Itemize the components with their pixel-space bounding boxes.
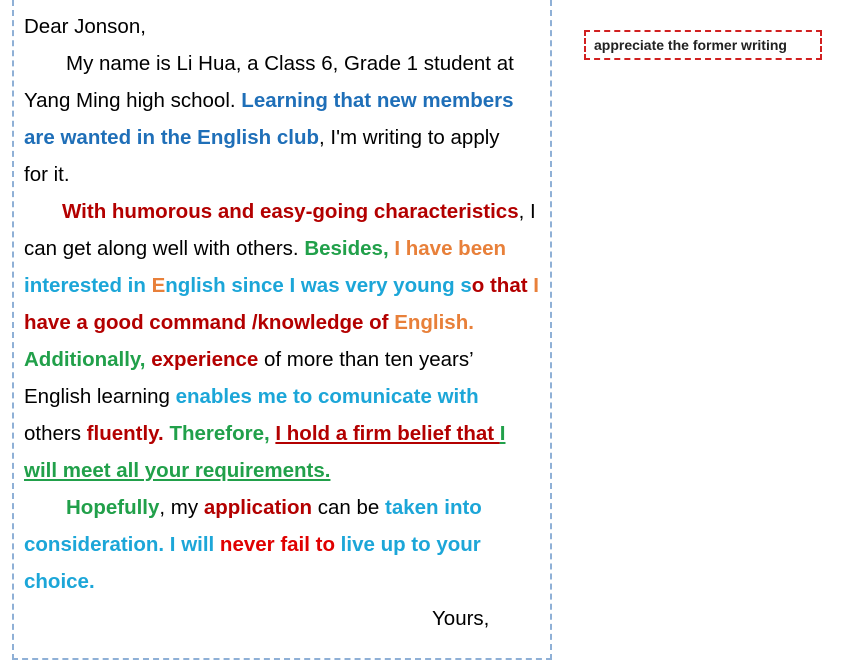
line-15-text-a: consideration. I will: [24, 533, 220, 556]
line-11-text-b: enables me to comunicate with: [175, 385, 479, 408]
letter-line-7: [24, 230, 544, 267]
letter-greeting: [24, 8, 544, 45]
letter-line-11: [24, 378, 544, 415]
line-7-text-a: can get along well with others.: [24, 237, 305, 260]
letter-line-14: [24, 489, 544, 526]
line-8-text-b: E: [151, 274, 166, 297]
annotation-note: [584, 30, 822, 60]
line-14-text-e: taken into: [385, 496, 482, 519]
line-6-text-b: , I: [518, 200, 536, 223]
line-4-text-a: are wanted in the English club: [24, 126, 320, 149]
letter-line-3: [24, 82, 544, 119]
line-12-text-a: others: [24, 422, 87, 445]
letter-closing: [24, 600, 544, 637]
line-10-text-b: experience: [151, 348, 259, 371]
line-14-text-b: , my: [159, 496, 204, 519]
line-9-text-a: have a good command /knowledge of: [24, 311, 395, 334]
line-3-text-a: Yang Ming high school.: [24, 89, 242, 112]
letter-line-6: [24, 193, 544, 230]
line-9-text-b: English.: [394, 311, 474, 334]
greeting-text: Dear Jonson,: [24, 15, 146, 38]
line-13-text: will meet all your requirements.: [24, 459, 331, 482]
line-6-text-a: With humorous and easy-going characteristics: [62, 200, 519, 223]
letter-line-8: [24, 267, 544, 304]
line-16-text: choice.: [24, 570, 95, 593]
line-7-text-b: Besides,: [304, 237, 395, 260]
line-8-text-a: interested in: [24, 274, 152, 297]
letter-line-9: [24, 304, 544, 341]
closing-text: Yours,: [432, 607, 490, 630]
letter-line-5: [24, 156, 544, 193]
line-8-text-c: nglish since I was very young s: [165, 274, 472, 297]
line-12-text-b: fluently.: [86, 422, 164, 445]
line-8-text-d: o that: [471, 274, 528, 297]
line-10-text-c: of more than ten years’: [258, 348, 474, 371]
line-8-text-e: I: [527, 274, 539, 297]
line-12-text-c: Therefore,: [163, 422, 276, 445]
line-4-text-b: , I'm writing to apply: [319, 126, 500, 149]
letter-line-16: [24, 563, 544, 600]
line-5-text: for it.: [24, 163, 70, 186]
line-14-text-a: Hopefully: [66, 496, 160, 519]
letter-line-13: [24, 452, 544, 489]
line-11-text-a: English learning: [24, 385, 176, 408]
line-12-text-d: I hold a firm belief that: [275, 422, 500, 445]
letter-line-10: [24, 341, 544, 378]
line-3-text-b: Learning that new members: [241, 89, 514, 112]
line-12-text-e: I: [499, 422, 506, 445]
letter-line-12: [24, 415, 544, 452]
line-7-text-c: I have been: [394, 237, 507, 260]
letter-line-4: [24, 119, 544, 156]
letter-line-2: [24, 45, 544, 82]
line-2-text: My name is Li Hua, a Class 6, Grade 1 student at: [66, 52, 514, 75]
letter-body: [24, 8, 544, 637]
letter-line-15: [24, 526, 544, 563]
annotation-note-label: appreciate the former writing: [594, 37, 787, 53]
line-15-text-c: live up to your: [334, 533, 481, 556]
line-15-text-b: never fail to: [219, 533, 335, 556]
line-14-text-c: application: [203, 496, 313, 519]
line-14-text-d: can be: [312, 496, 385, 519]
line-10-text-a: Additionally,: [24, 348, 152, 371]
